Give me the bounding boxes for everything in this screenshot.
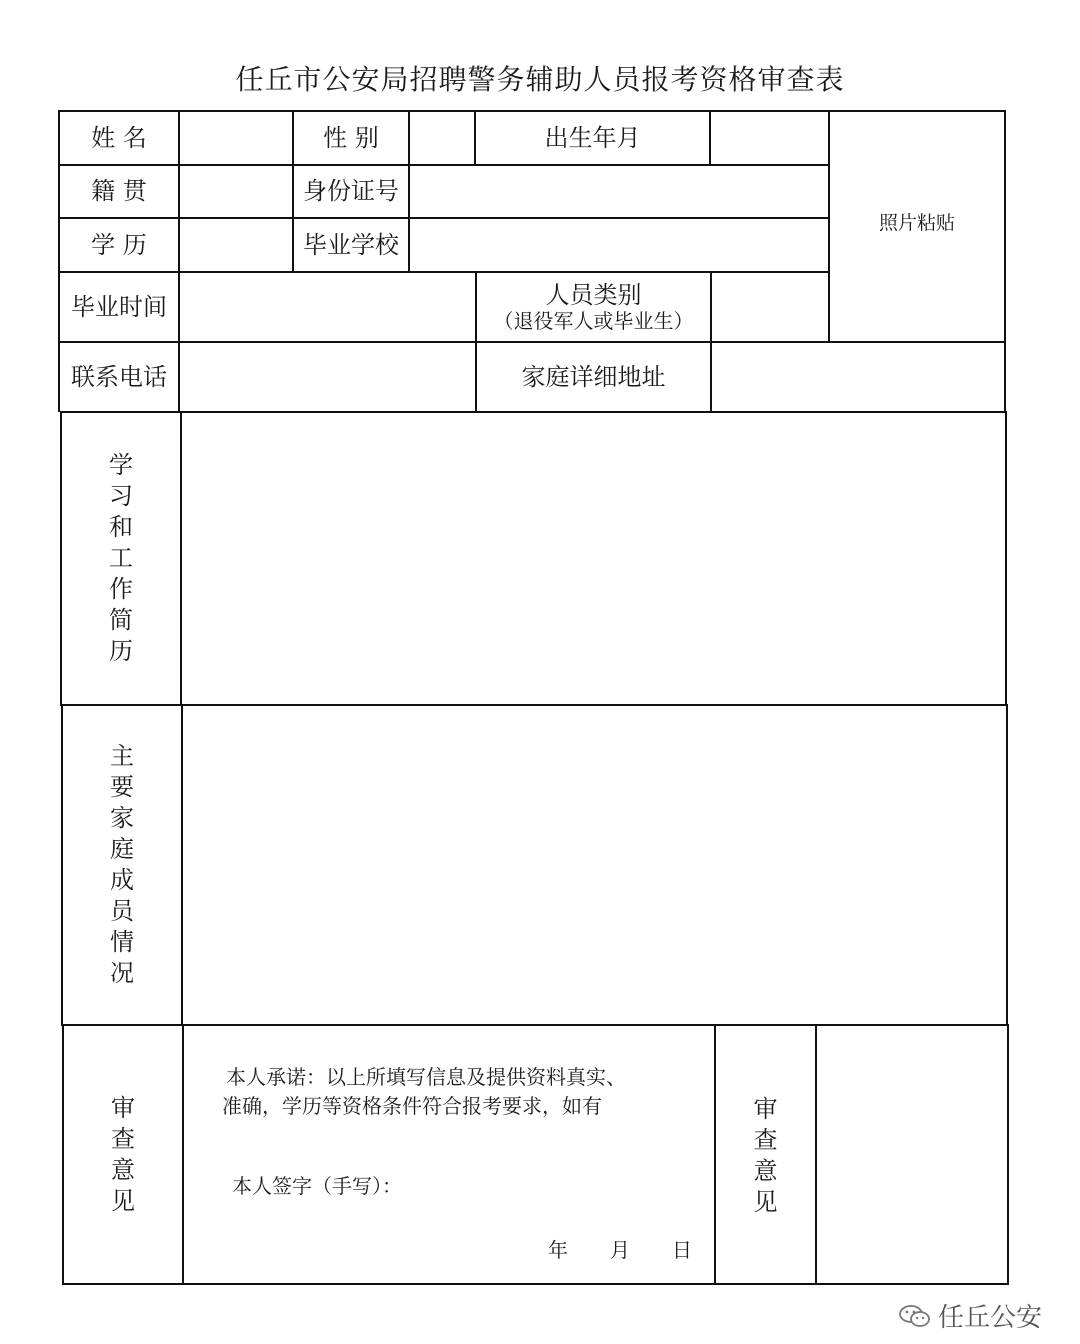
wechat-icon	[898, 1304, 932, 1328]
date-year-label: 年	[548, 1238, 568, 1262]
phone-field[interactable]	[180, 343, 475, 411]
family-field[interactable]	[183, 706, 1006, 1024]
vertical-char: 意	[753, 1157, 778, 1185]
col-divider	[182, 1024, 184, 1285]
promise-line-1: 本人承诺：以上所填写信息及提供资料真实、	[226, 1065, 626, 1089]
native-place-label: 籍 贯	[91, 177, 147, 206]
table-border-right	[1006, 704, 1008, 1026]
school-field[interactable]	[410, 219, 828, 271]
vertical-char: 员	[110, 897, 134, 925]
date-day-label: 日	[672, 1238, 692, 1262]
category-field[interactable]	[712, 273, 828, 341]
vertical-char: 工	[109, 544, 133, 572]
vertical-char: 学	[109, 451, 133, 479]
birth-label: 出生年月	[544, 123, 641, 152]
vertical-char: 见	[111, 1186, 135, 1215]
watermark	[898, 1297, 1042, 1334]
grad-time-label: 毕业时间	[71, 292, 167, 321]
vertical-char: 审	[111, 1093, 135, 1122]
category-label-cell	[477, 273, 710, 341]
address-label: 家庭详细地址	[521, 362, 666, 391]
address-field[interactable]	[712, 343, 1004, 411]
vertical-char: 查	[111, 1124, 135, 1153]
review-opinion-field[interactable]	[817, 1026, 1007, 1283]
id-number-label: 身份证号	[303, 177, 399, 206]
signature-label: 本人签字（手写）：	[232, 1174, 402, 1198]
table-border-bottom	[63, 1283, 1009, 1285]
name-field[interactable]	[180, 112, 292, 164]
vertical-char: 家	[110, 804, 134, 832]
vertical-char: 作	[109, 575, 133, 603]
vertical-char: 情	[110, 928, 134, 956]
vertical-char: 要	[110, 773, 134, 801]
vertical-char: 意	[111, 1155, 135, 1184]
family-label	[63, 706, 181, 1024]
category-label: 人员类别	[545, 280, 642, 309]
grad-time-field[interactable]	[180, 273, 475, 341]
name-label: 姓 名	[91, 123, 147, 152]
id-number-field[interactable]	[410, 166, 828, 217]
resume-label	[62, 413, 180, 704]
form-title: 任丘市公安局招聘警务辅助人员报考资格审查表	[235, 63, 845, 96]
education-field[interactable]	[180, 219, 292, 271]
resume-field[interactable]	[182, 413, 1005, 704]
table-border-right	[1004, 110, 1006, 412]
review-label-left	[64, 1026, 182, 1283]
phone-label: 联系电话	[71, 362, 167, 391]
birth-field[interactable]	[711, 112, 828, 164]
native-place-field[interactable]	[180, 166, 292, 217]
vertical-char: 况	[110, 959, 134, 987]
vertical-char: 庭	[110, 835, 134, 863]
vertical-char: 历	[109, 637, 133, 665]
vertical-char: 习	[109, 482, 133, 510]
watermark-text: 任丘公安	[937, 1303, 1042, 1333]
category-note: （退役军人或毕业生）	[493, 309, 694, 334]
vertical-char: 查	[753, 1126, 778, 1154]
vertical-char: 简	[109, 606, 133, 634]
vertical-char: 审	[753, 1095, 778, 1123]
vertical-char: 和	[109, 513, 133, 541]
gender-field[interactable]	[410, 112, 474, 164]
vertical-char: 主	[110, 742, 134, 770]
vertical-char: 成	[110, 866, 134, 894]
photo-label: 照片粘贴	[878, 212, 955, 234]
review-label-right	[716, 1026, 815, 1344]
table-border-right	[1005, 411, 1007, 706]
vertical-char: 见	[753, 1188, 778, 1216]
gender-label: 性 别	[323, 123, 379, 152]
promise-line-2: 准确，学历等资格条件符合报考要求，如有	[222, 1094, 602, 1118]
education-label: 学 历	[91, 230, 147, 259]
school-label: 毕业学校	[303, 230, 399, 259]
date-month-label: 月	[610, 1238, 630, 1262]
table-border-right	[1007, 1024, 1009, 1285]
photo-paste-area[interactable]	[830, 112, 1004, 341]
